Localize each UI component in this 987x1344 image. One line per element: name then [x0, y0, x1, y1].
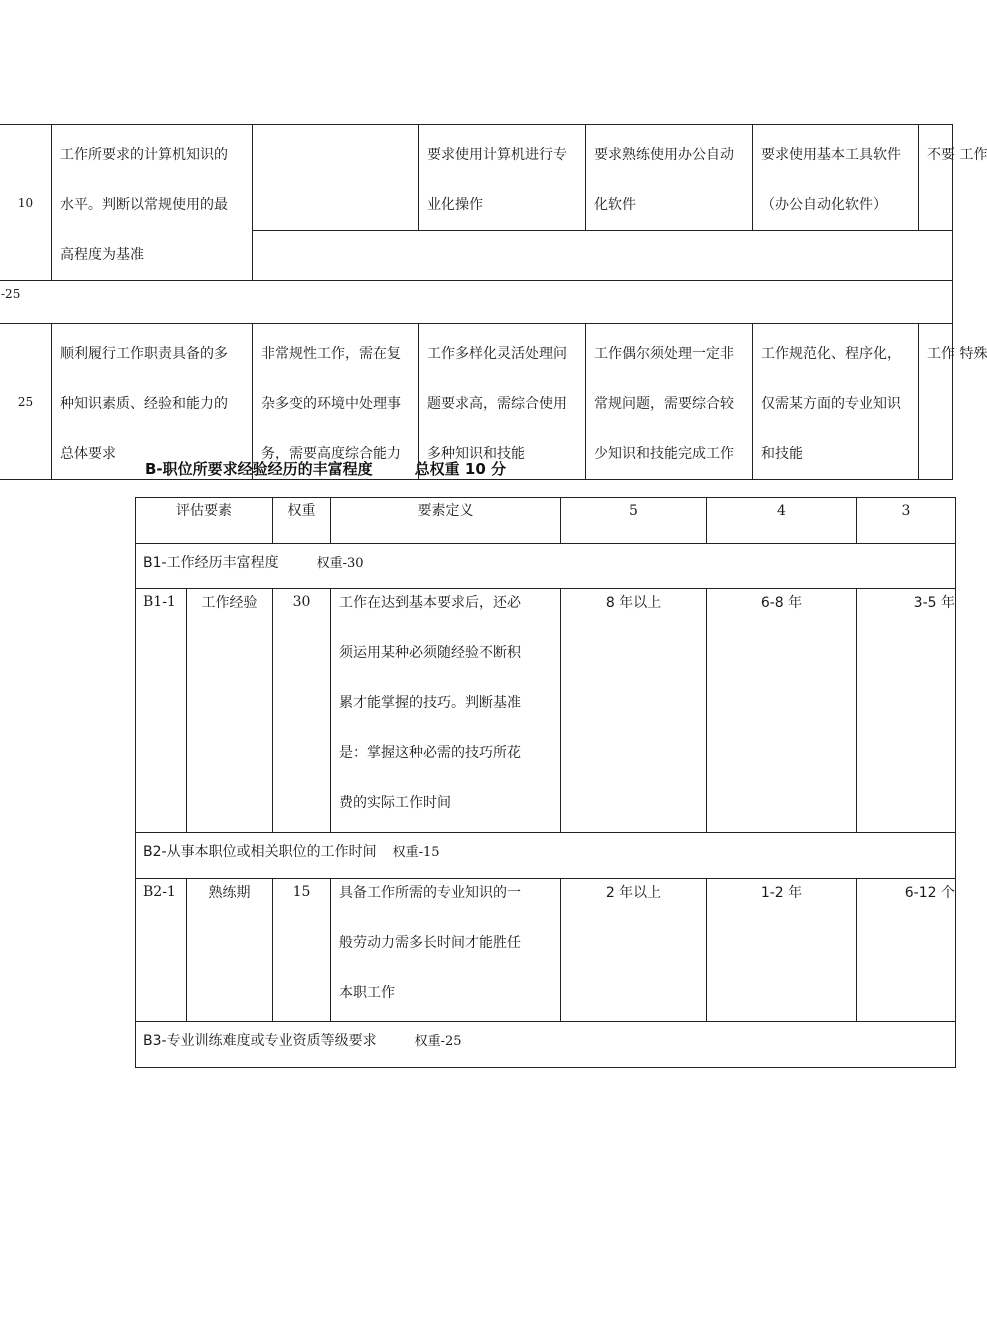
level-cell: 不要 工作 [919, 125, 953, 231]
section-heading [145, 458, 506, 479]
row-description: 顺利履行工作职责具备的多 种知识素质、经验和能力的 总体要求 [52, 324, 253, 480]
row-index: 25 [0, 324, 52, 480]
factor-definition [331, 589, 561, 833]
factor-name: 工作经验 [187, 589, 273, 833]
header-factor: 评估要素 [136, 498, 273, 544]
subsection-title [136, 1022, 956, 1068]
level-cell: 工作规范化、程序化， 仅需某方面的专业知识 和技能 [753, 324, 919, 480]
subsection-name: B2-从事本职位或相关职位的工作时间 [143, 844, 377, 860]
header-score-3: 3 [857, 498, 956, 544]
subsection-name: B1-工作经历丰富程度 [143, 555, 279, 571]
level-4: 6-8 年 [707, 589, 857, 833]
subsection-weight: 权重-25 [414, 1034, 462, 1049]
level-5: 2 年以上 [561, 879, 707, 1022]
experience-table [135, 497, 956, 1068]
level-cell [253, 125, 419, 231]
level-cell: 工作多样化灵活处理问 题要求高，需综合使用 多种知识和技能 [419, 324, 586, 480]
factor-code: B1-1 [136, 589, 187, 833]
level-cell: 要求熟练使用办公自动 化软件 [586, 125, 753, 231]
level-cell: 要求使用基本工具软件 （办公自动化软件） [753, 125, 919, 231]
section-label: -25 [0, 281, 953, 324]
factor-definition [331, 879, 561, 1022]
level-cell: 非常规性工作，需在复 杂多变的环境中处理事 务，需要高度综合能力 [253, 324, 419, 480]
level-cell: 要求使用计算机进行专 业化操作 [419, 125, 586, 231]
level-cell: 工作偶尔须处理一定非 常规问题，需要综合较 少知识和技能完成工作 [586, 324, 753, 480]
definition-text: 工作在达到基本要求后，还必 须运用某种必须随经验不断积 累才能掌握的技巧。判断基准 是：掌握这种必需的技巧所花 费的实际工作时间 [339, 595, 521, 811]
heading-title: B-职位所要求经验经历的丰富程度 [145, 460, 373, 478]
row-description: 工作所要求的计算机知识的 水平。判断以常规使用的最 高程度为基准 [52, 125, 253, 281]
subsection-weight: 权重-30 [316, 556, 364, 571]
factor-weight: 15 [273, 879, 331, 1022]
header-score-5: 5 [561, 498, 707, 544]
definition-text: 具备工作所需的专业知识的一 般劳动力需多长时间才能胜任 本职工作 [339, 885, 521, 1001]
level-cell: 工作 特殊 [919, 324, 953, 480]
knowledge-table [0, 124, 987, 480]
header-weight: 权重 [273, 498, 331, 544]
heading-total: 总权重 10 分 [414, 460, 506, 478]
factor-weight: 30 [273, 589, 331, 833]
subsection-name: B3-专业训练难度或专业资质等级要求 [143, 1033, 377, 1049]
level-3: 6-12 个 [857, 879, 956, 1022]
level-4: 1-2 年 [707, 879, 857, 1022]
header-definition: 要素定义 [331, 498, 561, 544]
header-score-4: 4 [707, 498, 857, 544]
row-index: 10 [0, 125, 52, 281]
factor-name: 熟练期 [187, 879, 273, 1022]
level-3: 3-5 年 [857, 589, 956, 833]
empty-cell [253, 231, 953, 281]
subsection-weight: 权重-15 [392, 845, 440, 860]
level-5: 8 年以上 [561, 589, 707, 833]
factor-code: B2-1 [136, 879, 187, 1022]
